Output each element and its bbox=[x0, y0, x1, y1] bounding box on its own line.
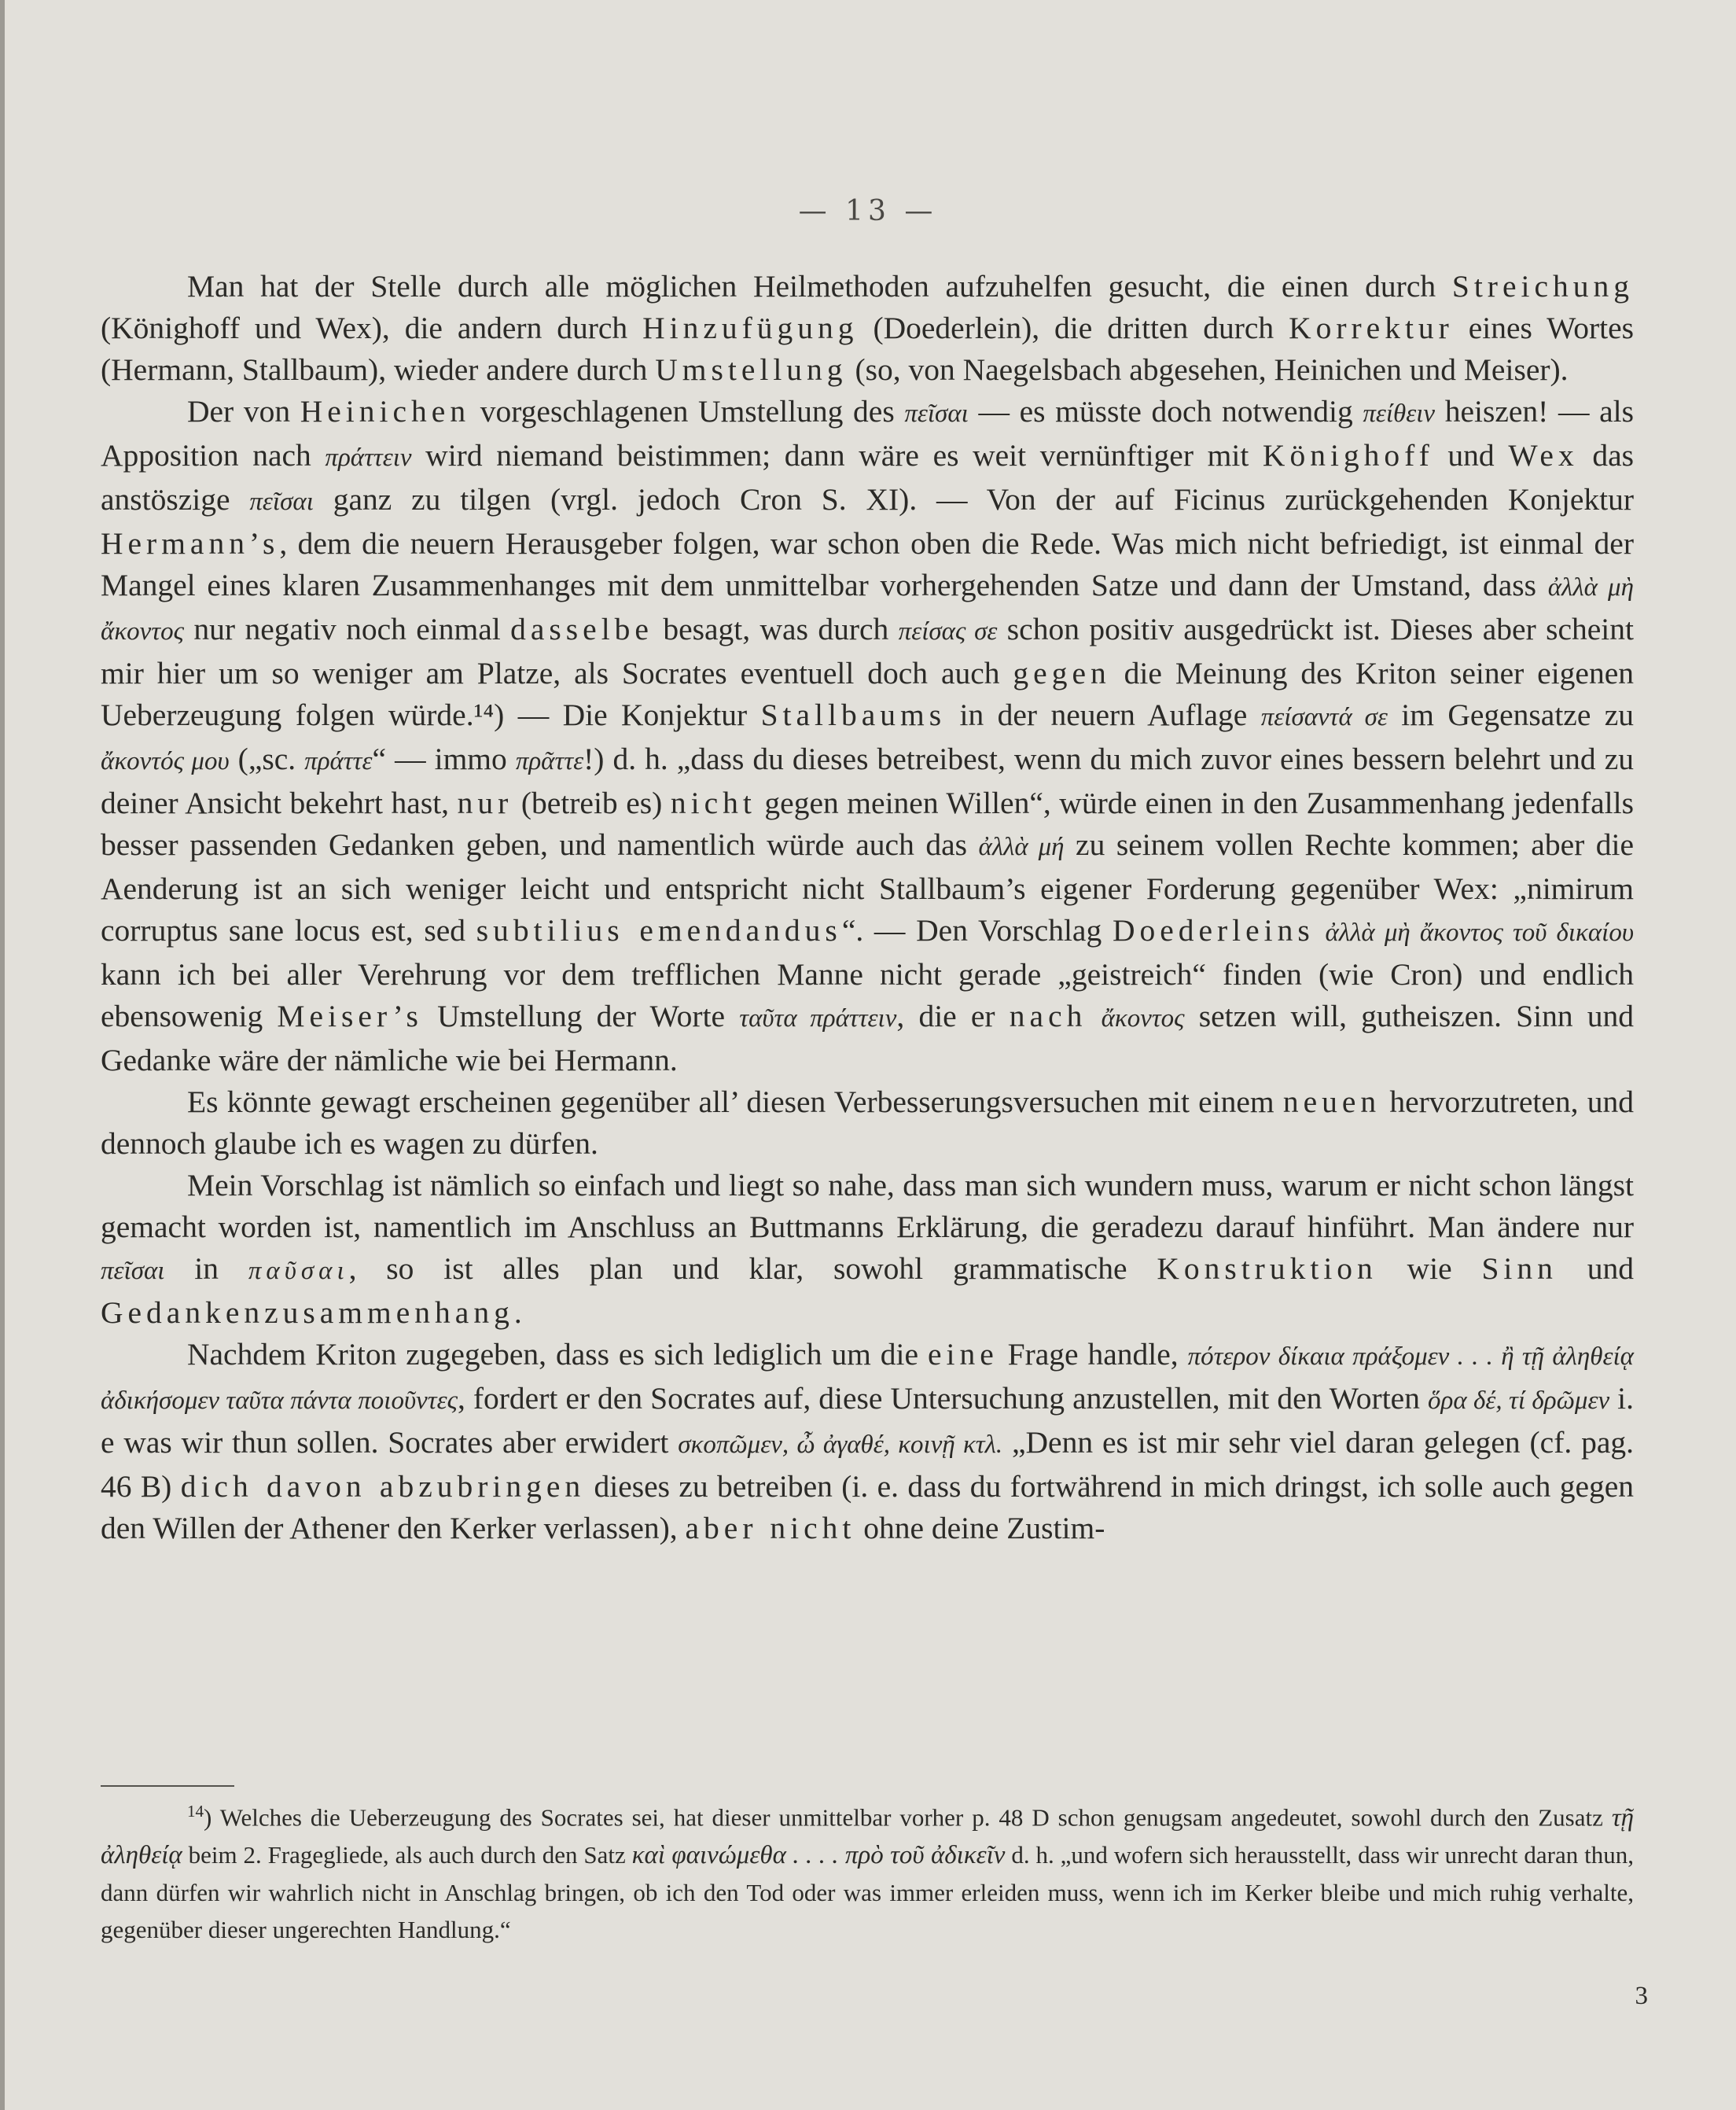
spaced-term: aber nicht bbox=[685, 1511, 856, 1545]
spaced-term: Streichung bbox=[1451, 269, 1634, 304]
text-run: ) Welches die Ueberzeugung des Socrates sei, hat dieser unmittelbar vorher p. 48 D schon genugsam angedeutet, sowohl durch den Zusatz bbox=[204, 1803, 1612, 1832]
paragraph-2 bbox=[101, 391, 1634, 1081]
greek-phrase: πείσαντά σε bbox=[1260, 703, 1388, 731]
greek-phrase: πείθειν bbox=[1363, 400, 1436, 428]
greek-phrase: πεῖσαι bbox=[101, 1257, 165, 1285]
spaced-term: subtilius emendandus bbox=[476, 913, 842, 948]
text-run: in der neuern Auflage bbox=[946, 698, 1261, 732]
page-number-header: — 13 — bbox=[798, 195, 938, 227]
spaced-term: Meiser’s bbox=[277, 999, 423, 1033]
footnote bbox=[101, 1793, 1634, 1948]
text-run: . bbox=[513, 1295, 522, 1330]
spaced-term: eine bbox=[927, 1337, 999, 1372]
greek-phrase: πότερον δίκαια πράξομεν . . . ἢ τῇ ἀληθείᾳ ἀδικήσομεν ταῦτα πάντα ποιοῦντες bbox=[101, 1342, 1635, 1415]
greek-phrase: ἀλλὰ μὴ ἄκοντος τοῦ δικαίου bbox=[1325, 919, 1634, 947]
greek-phrase: πράττειν bbox=[325, 444, 412, 472]
text-run: und bbox=[1433, 438, 1509, 473]
text-run: (so, von Naegelsbach abgesehen, Heinichen und Meiser). bbox=[847, 352, 1569, 387]
text-run: Der von bbox=[187, 394, 300, 429]
greek-phrase: πρᾶττε bbox=[515, 747, 584, 775]
greek-phrase: πεῖσαι bbox=[249, 488, 314, 516]
greek-phrase: τῇ ἀληθείᾳ bbox=[101, 1803, 1634, 1870]
text-run: , die er bbox=[896, 999, 1010, 1033]
text-run: dieses zu betreiben (i. e. dass du fortwährend in mich dringst, ich solle auch gegen den Willen der Athener den Kerker verlassen), bbox=[101, 1469, 1635, 1545]
text-run: — es müsste doch notwendig bbox=[968, 394, 1363, 429]
text-run: Umstellung der Worte bbox=[422, 999, 740, 1033]
text-run: d. h. „und wofern sich herausstellt, dass wir unrecht daran thun, dann dürfen wir wahrlich nicht in Anschlag bringen, ob ich den Tod oder was immer erleiden muss, wenn ich im Kerker bleibe und mich ruhig verhalte, gegenüber dieser ungerechten Handlung.“ bbox=[101, 1841, 1634, 1944]
text-run: ohne deine Zustim- bbox=[855, 1511, 1105, 1545]
spaced-term: nur bbox=[457, 786, 513, 820]
text-run: wie bbox=[1377, 1251, 1482, 1286]
text-run: schon positiv ausgedrückt ist. Dieses aber scheint mir hier um so weniger am Platze, als Socrates eventuell doch auch bbox=[101, 612, 1635, 690]
greek-phrase: παῦσαι bbox=[248, 1257, 349, 1285]
text-run bbox=[1087, 999, 1101, 1033]
text-run: eines Wortes (Hermann, Stallbaum), wieder andere durch bbox=[101, 311, 1635, 387]
greek-phrase: ἄκοντός μου bbox=[101, 747, 230, 775]
text-run: die Meinung des Kriton seiner eigenen Ueberzeugung folgen würde.¹⁴) — Die Konjektur bbox=[101, 656, 1634, 732]
text-run bbox=[1315, 913, 1326, 948]
text-run: beim 2. Fragegliede, als auch durch den Satz bbox=[182, 1841, 632, 1869]
text-run: (Könighoff und Wex), die andern durch bbox=[101, 311, 643, 345]
text-run: besagt, was durch bbox=[653, 612, 899, 646]
text-run: hervorzutreten, und dennoch glaube ich es wagen zu dürfen. bbox=[101, 1084, 1634, 1161]
text-run: kann ich bei aller Verehrung vor dem trefflichen Manne nicht gerade „geistreich“ finden (wie Cron) und endlich ebensowenig bbox=[101, 957, 1634, 1033]
greek-phrase: καὶ φαινώμεθα . . . . πρὸ τοῦ ἀδικεῖν bbox=[631, 1841, 1006, 1870]
text-run: Frage handle, bbox=[998, 1337, 1188, 1372]
spaced-term: Konstruktion bbox=[1157, 1251, 1377, 1286]
text-run: , dem die neuern Herausgeber folgen, war schon oben die Rede. Was mich nicht befriedigt, ist einmal der Mangel eines klaren Zusammenhanges mit dem unmittelbar vorhergehenden Satze und dann der Umstand, dass bbox=[101, 526, 1634, 602]
spaced-term: Korrektur bbox=[1289, 311, 1454, 345]
greek-phrase: πείσας σε bbox=[898, 617, 998, 646]
signature-mark: 3 bbox=[1635, 1982, 1648, 2010]
greek-phrase: ἀλλὰ μὴ ἄκοντος bbox=[101, 573, 1634, 646]
greek-phrase: ἀλλὰ μή bbox=[978, 833, 1065, 861]
text-run: setzen will, gutheiszen. Sinn und Gedanke wäre der nämliche wie bei Hermann. bbox=[101, 999, 1635, 1077]
text-run: in bbox=[164, 1251, 248, 1286]
text-run: „Denn es ist mir sehr viel daran gelegen (cf. pag. 46 B) bbox=[101, 1425, 1634, 1504]
spaced-term: Stallbaums bbox=[760, 698, 947, 732]
text-run: heiszen! — als Apposition nach bbox=[101, 394, 1634, 473]
paragraph-1 bbox=[101, 266, 1634, 391]
text-run: !) d. h. „dass du dieses betreibest, wenn du mich zuvor eines bessern belehrt und zu deiner Ansicht bekehrt hast, bbox=[101, 742, 1634, 820]
spaced-term: Umstellung bbox=[655, 352, 848, 387]
text-run: , so ist alles plan und klar, sowohl grammatische bbox=[348, 1251, 1157, 1286]
spaced-term: Heinichen bbox=[300, 394, 471, 429]
spaced-term: nach bbox=[1009, 999, 1087, 1033]
greek-phrase: ἄκοντος bbox=[1101, 1004, 1185, 1033]
spaced-term: dich davon abzubringen bbox=[180, 1469, 586, 1504]
spaced-term: neuen bbox=[1282, 1084, 1381, 1119]
spaced-term: gegen bbox=[1013, 656, 1111, 690]
text-run: zu seinem vollen Rechte kommen; aber die Aenderung ist an sich weniger leicht und entspricht nicht Stallbaum’s eigener Forderung gegenüber Wex: „nimirum corruptus sane locus est, sed bbox=[101, 827, 1635, 948]
footnote-separator bbox=[101, 1785, 234, 1787]
text-run: “. — Den Vorschlag bbox=[841, 913, 1113, 948]
text-run: und bbox=[1557, 1251, 1634, 1286]
spaced-term: Doederleins bbox=[1112, 913, 1315, 948]
text-run: das anstöszige bbox=[101, 438, 1635, 517]
text-run: Nachdem Kriton zugegeben, dass es sich lediglich um die bbox=[187, 1337, 928, 1372]
text-run: , fordert er den Socrates auf, diese Untersuchung anzustellen, mit den Worten bbox=[457, 1381, 1428, 1416]
main-text bbox=[101, 266, 1634, 1549]
text-run: i. e was wir thun sollen. Socrates aber erwidert bbox=[101, 1381, 1634, 1460]
spaced-term: Wex bbox=[1508, 438, 1579, 473]
text-run: (Doederlein), die dritten durch bbox=[858, 311, 1289, 345]
text-run: Es könnte gewagt erscheinen gegenüber all’ diesen Verbesserungsversuchen mit einem bbox=[187, 1084, 1283, 1119]
text-run: ganz zu tilgen (vrgl. jedoch Cron S. XI). — Von der auf Ficinus zurückgehenden Konjektur bbox=[313, 482, 1634, 517]
spaced-term: nicht bbox=[670, 786, 756, 820]
spaced-term: Sinn bbox=[1481, 1251, 1558, 1286]
text-run: im Gegensatze zu bbox=[1387, 698, 1635, 732]
spaced-term: Gedankenzusammenhang bbox=[101, 1295, 514, 1330]
text-run: Man hat der Stelle durch alle möglichen Heilmethoden aufzuhelfen gesucht, die einen durch bbox=[187, 269, 1452, 304]
text-run: gegen meinen Willen“, würde einen in den Zusammenhang jedenfalls besser passenden Gedanken geben, und namentlich würde auch das bbox=[101, 786, 1634, 862]
text-run: “ — immo bbox=[372, 742, 516, 776]
spaced-term: Hermann’s bbox=[101, 526, 280, 561]
text-run: wird niemand beistimmen; dann wäre es weit vernünftiger mit bbox=[411, 438, 1263, 473]
page-left-edge bbox=[0, 0, 5, 2110]
spaced-term: Könighoff bbox=[1262, 438, 1434, 473]
paragraph-5 bbox=[101, 1334, 1634, 1549]
greek-phrase: ταῦτα πράττειν bbox=[739, 1004, 897, 1033]
spaced-term: Hinzufügung bbox=[642, 311, 859, 345]
text-run: Mein Vorschlag ist nämlich so einfach und liegt so nahe, dass man sich wundern muss, warum er nicht schon längst gemacht worden ist, namentlich im Anschluss an Buttmanns Erklärung, die geradezu darauf hinführt. Man ändere nur bbox=[101, 1168, 1634, 1244]
text-run: („sc. bbox=[229, 742, 305, 776]
spaced-term: dasselbe bbox=[510, 612, 653, 646]
greek-phrase: πεῖσαι bbox=[904, 400, 969, 428]
greek-phrase: ὅρα δέ, τί δρῶμεν bbox=[1427, 1386, 1610, 1415]
footnote-marker: 14 bbox=[187, 1802, 204, 1821]
text-run: (betreib es) bbox=[513, 786, 671, 820]
text-run: nur negativ noch einmal bbox=[184, 612, 511, 646]
greek-phrase: σκοπῶμεν, ὦ ἀγαθέ, κοινῇ κτλ. bbox=[678, 1431, 1003, 1459]
paragraph-3 bbox=[101, 1081, 1634, 1165]
greek-phrase: πράττε bbox=[304, 747, 373, 775]
paragraph-4 bbox=[101, 1165, 1634, 1334]
text-run: vorgeschlagenen Umstellung des bbox=[470, 394, 905, 429]
